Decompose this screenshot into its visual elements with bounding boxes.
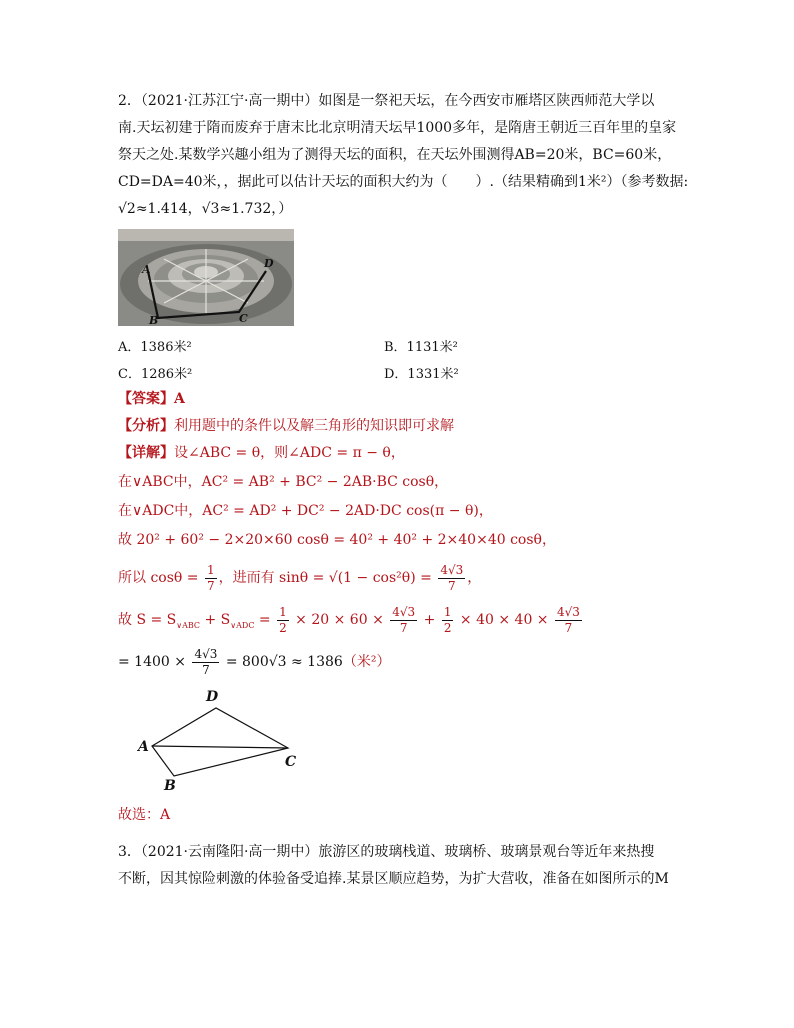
detail-text: 设∠ABC = θ，则∠ADC = π − θ， xyxy=(174,445,405,461)
question-2-line: CD=DA=40米，，据此可以估计天坛的面积大约为（ ）.（结果精确到1米²）（参考数据: xyxy=(118,174,689,190)
fraction-1-2: $\frac{1}{2}$ xyxy=(443,604,452,635)
answer-value: A xyxy=(174,391,185,407)
option-b: B．1131米² xyxy=(384,340,458,355)
question-2-text xyxy=(118,88,689,223)
answer-line xyxy=(118,386,678,413)
times-40-40: × 40 × 40 × xyxy=(455,612,553,628)
equation-6-prefix: = 1400 × xyxy=(118,654,191,670)
equation-5-equals: = xyxy=(254,612,276,628)
equation-5-sub-adc: ∨ADC xyxy=(230,620,255,630)
quadrilateral-diagram xyxy=(118,684,308,796)
equation-4: 所以 cosθ = $\frac{1}{7}$ ，进而有 sinθ = √(1 − cos²θ) = $\frac{4√3}{7}$ ， xyxy=(118,562,482,593)
diagram-label-b: B xyxy=(164,778,176,794)
diagram-label-a: A xyxy=(138,739,149,755)
question-2-line: 2．（2021·江苏江宁·高一期中）如图是一祭祀天坛，在今西安市雁塔区陕西师范大学以 xyxy=(118,93,655,109)
equation-6-unit: （米²） xyxy=(342,654,391,670)
photo-label-b: B xyxy=(149,314,159,326)
times-20-60: × 20 × 60 × xyxy=(290,612,389,628)
fraction-1-2: $\frac{1}{2}$ xyxy=(279,604,287,635)
analysis-tag: 【分析】 xyxy=(118,418,174,434)
photo-label-c: C xyxy=(239,312,248,325)
equation-2: 在∨ADC中，AC² = AD² + DC² − 2AD·DC cos(π − θ)， xyxy=(118,503,493,519)
question-3-line: 3．（2021·云南隆阳·高一期中）旅游区的玻璃栈道、玻璃桥、玻璃景观台等近年来热搜 xyxy=(118,844,655,860)
diagram-label-c: C xyxy=(285,754,297,770)
photo-label-a: A xyxy=(142,263,151,276)
fraction-4-root3-7: $\frac{4√3}{7}$ xyxy=(194,646,218,677)
fraction-1-7: $\frac{1}{7}$ xyxy=(206,562,215,593)
equation-5-sub-abc: ∨ABC xyxy=(176,620,201,630)
answer-options xyxy=(118,332,678,386)
plus-sign: + xyxy=(419,612,440,628)
fraction-4-root3-7: $\frac{4√3}{7}$ xyxy=(557,604,580,635)
detail-tag: 【详解】 xyxy=(118,445,174,461)
fraction-4-root3-7: $\frac{4√3}{7}$ xyxy=(440,562,464,593)
equation-5 xyxy=(118,600,678,640)
altar-photo xyxy=(118,229,294,326)
equation-5-plus: + S xyxy=(200,612,231,628)
equation-3: 故 20² + 60² − 2×20×60 cosθ = 40² + 40² + 2×40×40 cosθ， xyxy=(118,532,556,548)
option-a: A．1386米² xyxy=(118,340,192,355)
question-3-line: 不断，因其惊险刺激的体验备受追捧.某景区顺应趋势，为扩大营收，准备在如图所示的M xyxy=(118,871,669,887)
detail-line xyxy=(118,440,678,467)
question-3-text xyxy=(118,839,678,893)
document-page xyxy=(118,88,689,893)
analysis-line xyxy=(118,413,678,440)
final-answer: 故选：A xyxy=(118,807,171,823)
fraction-4-root3-7: $\frac{4√3}{7}$ xyxy=(392,604,416,635)
answer-tag: 【答案】 xyxy=(118,391,174,407)
photo-label-d: D xyxy=(264,257,274,270)
option-c: C．1286米² xyxy=(118,367,193,382)
question-2-line: √2≈1.414，√3≈1.732，） xyxy=(118,201,293,217)
equation-1: 在∨ABC中，AC² = AB² + BC² − 2AB·BC cosθ， xyxy=(118,474,449,490)
diagram-label-d: D xyxy=(206,689,219,705)
equation-4-mid: ，进而有 sinθ = √(1 − cos²θ) = xyxy=(218,570,437,586)
equation-6-result: = 800√3 ≈ 1386 xyxy=(221,654,343,670)
option-d: D．1331米² xyxy=(384,367,459,382)
equation-5-prefix: 故 S = S xyxy=(118,612,177,628)
analysis-text: 利用题中的条件以及解三角形的知识即可求解 xyxy=(174,418,454,434)
equation-4-prefix: 所以 cosθ = xyxy=(118,570,203,586)
question-2-line: 祭天之处.某数学兴趣小组为了测得天坛的面积，在天坛外围测得AB=20米，BC=60米， xyxy=(118,147,672,163)
question-2-line: 南.天坛初建于隋而废弃于唐末比北京明清天坛早1000多年，是隋唐王朝近三百年里的皇家 xyxy=(118,120,677,136)
equation-6 xyxy=(118,642,678,682)
